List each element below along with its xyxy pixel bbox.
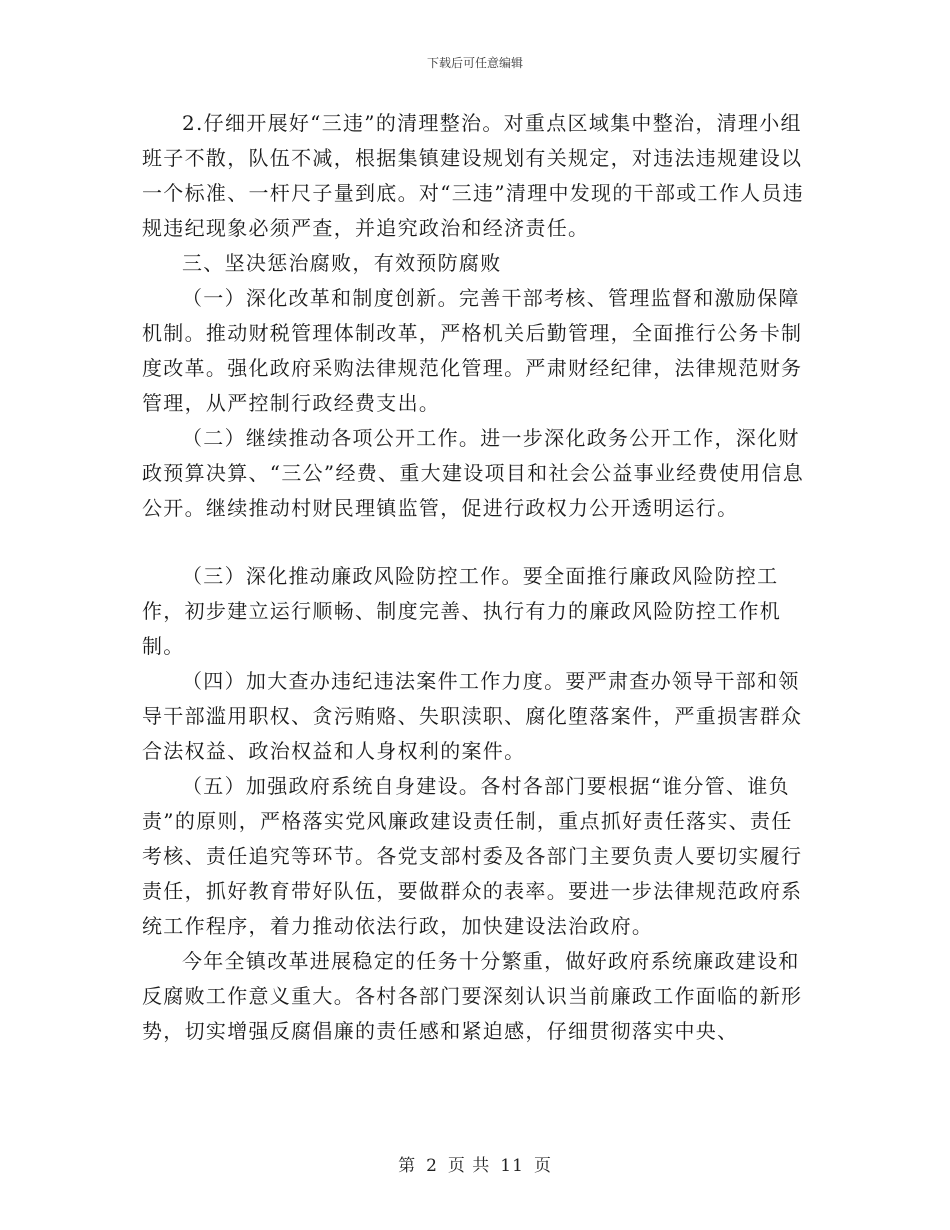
paragraph-item-2: 2.仔细开展好“三违”的清理整治。对重点区域集中整治，清理小组班子不散，队伍不减，根据集镇建设规划有关规定，对违法违规建设以一个标准、一杆尺子量到底。对“三违”清理中发现的干部或工作人员违规违纪现象必须严查，并追究政治和经济责任。 xyxy=(142,111,805,240)
paragraph-closing: 今年全镇改革进展稳定的任务十分繁重，做好政府系统廉政建设和反腐败工作意义重大。各村各部门要深刻认识当前廉政工作面临的新形势，切实增强反腐倡廉的责任感和紧迫感，仔细贯彻落实中央、 xyxy=(142,949,803,1043)
page-footer xyxy=(0,1151,950,1176)
footer-suffix: 页 xyxy=(533,1156,552,1176)
footer-middle: 页 共 xyxy=(447,1156,491,1176)
total-page-number: 11 xyxy=(500,1156,524,1176)
document-body xyxy=(142,106,810,1049)
paragraph-subsection-3: （三）深化推动廉政风险防控工作。要全面推行廉政风险防控工作，初步建立运行顺畅、制度完善、执行有力的廉政风险防控工作机制。 xyxy=(142,564,781,658)
current-page-number: 2 xyxy=(426,1156,438,1176)
section-heading-3: 三、坚决惩治腐败，有效预防腐败 xyxy=(182,251,502,275)
paragraph-subsection-1: （一）深化改革和制度创新。完善干部考核、管理监督和激励保障机制。推动财税管理体制改革，严格机关后勤管理，全面推行公务卡制度改革。强化政府采购法律规范化管理。严肃财经纪律，法律规范财务管理，从严控制行政经费支出。 xyxy=(142,286,803,415)
footer-prefix: 第 xyxy=(398,1156,417,1176)
paragraph-subsection-2: （二）继续推动各项公开工作。进一步深化政务公开工作，深化财政预算决算、“三公”经费、重大建设项目和社会公益事业经费使用信息公开。继续推动村财民理镇监管，促进行政权力公开透明运行。 xyxy=(142,426,805,520)
paragraph-subsection-5: （五）加强政府系统自身建设。各村各部门要根据“谁分管、谁负责”的原则，严格落实党风廉政建设责任制，重点抓好责任落实、责任考核、责任追究等环节。各党支部村委及各部门主要负责人要切实履行责任，抓好教育带好队伍，要做群众的表率。要进一步法律规范政府系统工作程序，着力推动依法行政，加快建设法治政府。 xyxy=(142,774,803,938)
paragraph-gap xyxy=(142,526,810,559)
paragraph-subsection-4: （四）加大查办违纪违法案件工作力度。要严肃查办领导干部和领导干部滥用职权、贪污贿赂、失职渎职、腐化堕落案件，严重损害群众合法权益、政治权益和人身权利的案件。 xyxy=(142,669,803,763)
header-note: 下载后可任意编辑 xyxy=(426,56,523,70)
